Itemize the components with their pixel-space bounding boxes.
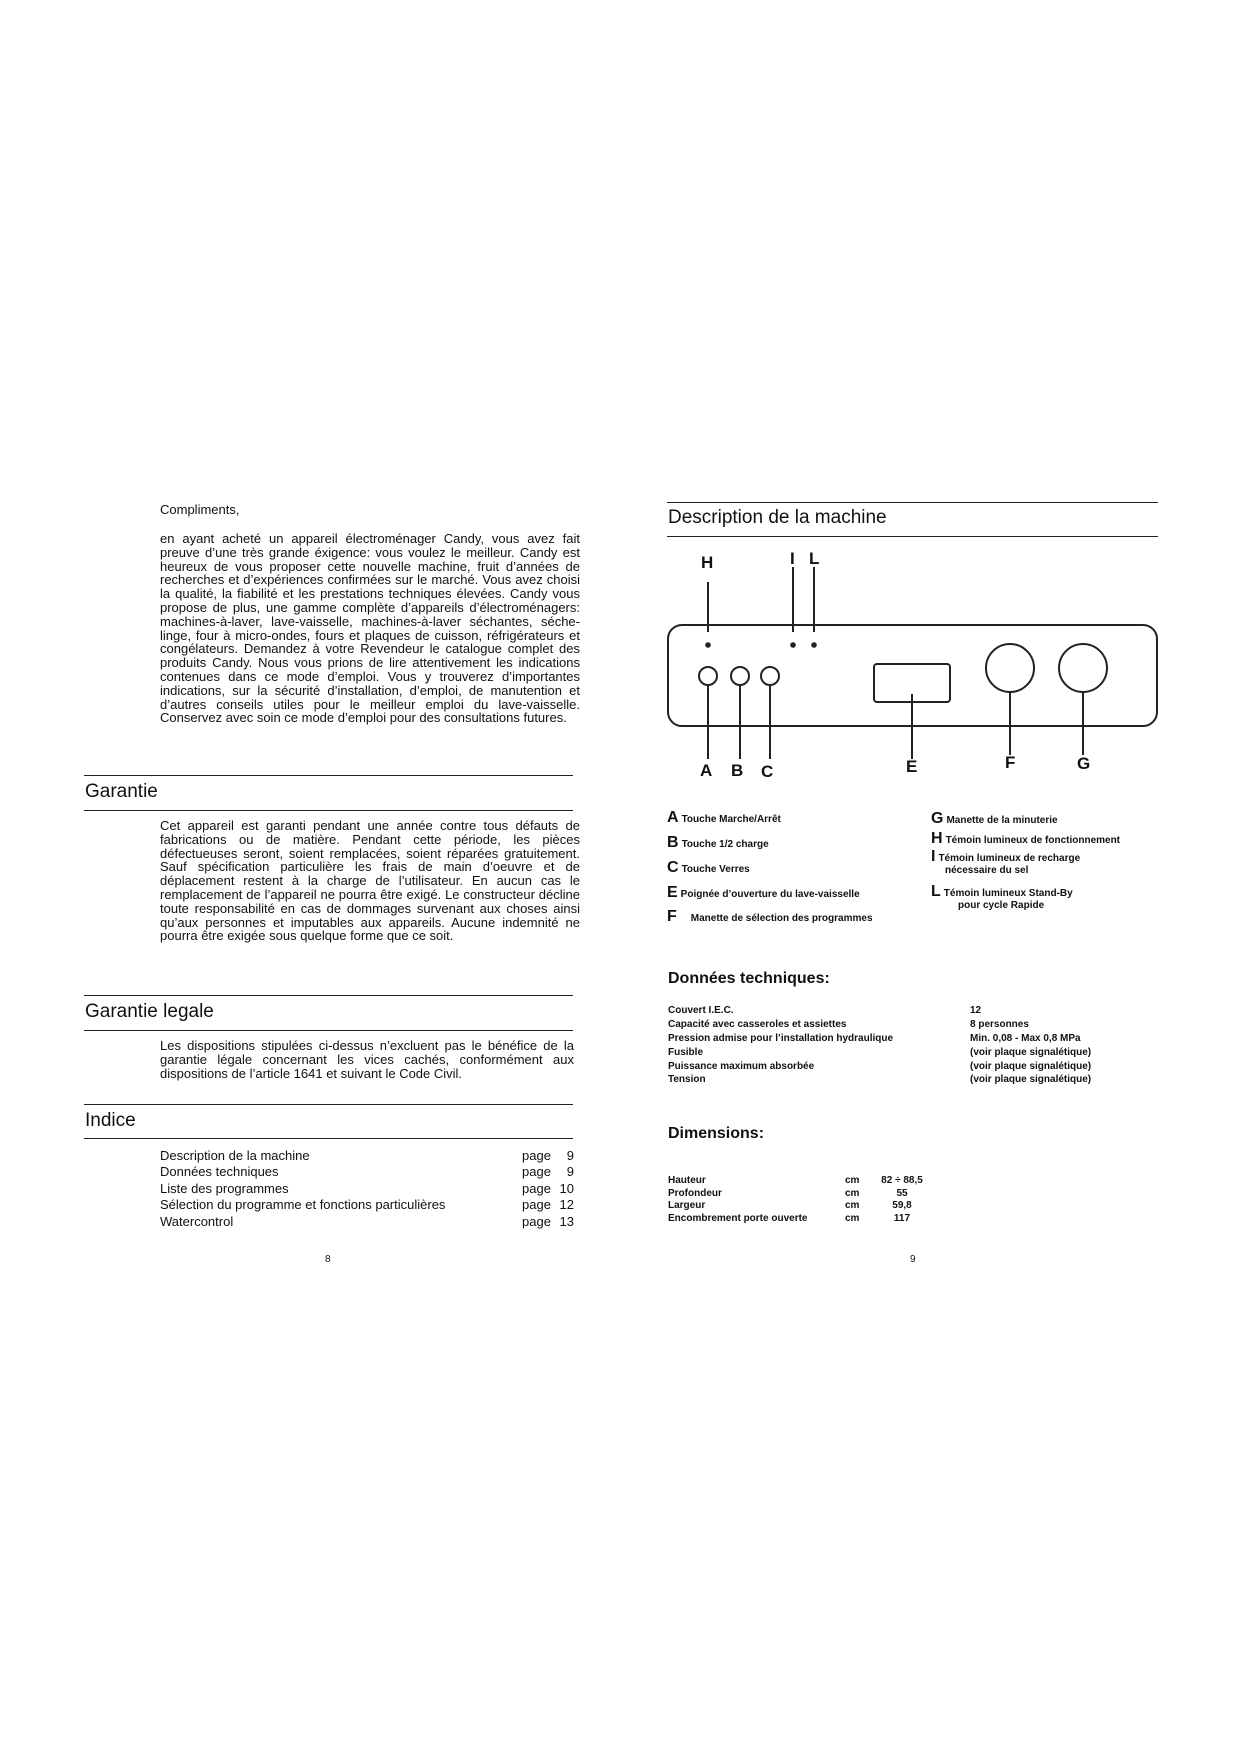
dimension-unit: cm [845,1200,860,1211]
dimension-label: Hauteur [668,1175,706,1186]
divider [84,1030,573,1031]
diagram-label-g: G [1077,754,1091,773]
divider [84,810,573,811]
timer-knob-g [1059,644,1107,692]
legend-item-h: H Témoin lumineux de fonctionnement [931,830,1121,847]
diagram-label-i: I [790,549,795,568]
indicator-h-dot [706,643,710,647]
spec-label: Pression admise pour l’installation hydraulique [668,1033,894,1044]
spec-label: Tension [668,1074,706,1085]
diagram-label-e: E [906,757,918,776]
page-title: Description de la machine [668,507,887,528]
dimension-value: 55 [896,1188,908,1199]
dimension-value: 82 ÷ 88,5 [881,1175,923,1186]
legend-item-a: A Touche Marche/Arrêt [667,809,781,826]
spec-label: Puissance maximum absorbée [668,1061,815,1072]
toc-item[interactable]: Données techniques page 9 [160,1164,574,1179]
dimension-label: Profondeur [668,1188,722,1199]
intro-paragraph: en ayant acheté un appareil électroménager Candy, vous avez fait preuve d’une très grande éxigence: vous voulez le meilleur. Candy est heureux de vous proposer cette nouvelle machine, fruit d’années de recherches et d’expériences confirmées sur le marché. Vous avez choisi la qualité, la fiabilité et les prestations techniques élevées. Candy vous propose de plus, une gamme complète d’appareils d’électroménagers: machines-à-laver, lave-vaisselle, machines-à-laver séchantes, séche-linge, four à micro-ondes, fours et plaques de cuisson, réfrigérateurs et congélateurs. Demandez à votre Revendeur le catalogue complet des produits Candy. Nous vous prions de lire attentivement les indications contenues dans ce mode d’emploi. Vous y trouverez d’importantes indications, sur la sécurité d’installation, d’emploi, de manutention et d’autres conseils utiles pour le meilleur emploi du lave-vaisselle. Conservez avec soin ce mode d’emploi pour des consultations futures. [160,531,580,726]
dimension-unit: cm [845,1175,860,1186]
dimension-label: Largeur [668,1200,706,1211]
page-number-right: 9 [910,1254,916,1265]
divider [84,1138,573,1139]
spec-value: (voir plaque signalétique) [970,1061,1092,1072]
dimensions-title: Dimensions: [668,1125,765,1142]
legend-item-l: L Témoin lumineux Stand-By pour cycle Rapide [931,883,1073,911]
diagram-label-h: H [701,553,714,572]
divider [667,536,1158,537]
spec-label: Couvert I.E.C. [668,1005,734,1016]
divider [84,775,573,776]
diagram-label-a: A [700,761,713,780]
garantie-legale-text: Les dispositions stipulées ci-dessus n’excluent pas le bénéfice de la garantie légale concernant les vices cachés, conformément aux dispositions de l’article 1641 et suivant le Code Civil. [160,1038,574,1081]
indicator-l-dot [812,643,816,647]
control-panel-diagram [660,548,1170,788]
button-b-half-load [731,667,749,685]
spec-value: 8 personnes [970,1019,1029,1030]
dimension-label: Encombrement porte ouverte [668,1213,808,1224]
toc-item[interactable]: Liste des programmes page 10 [160,1181,574,1196]
spec-label: Fusible [668,1047,704,1058]
diagram-label-c: C [761,762,774,781]
spec-value: Min. 0,08 - Max 0,8 MPa [970,1033,1081,1044]
spec-label: Capacité avec casseroles et assiettes [668,1019,847,1030]
donnees-techniques-title: Données techniques: [668,970,830,987]
garantie-text: Cet appareil est garanti pendant une année contre tous défauts de fabrications ou de matière. Pendant cette période, les pièces défectueuses seront, soient remplacées, soient réparées gratuitement. Sauf spécification particulière les frais de main d’oeuvre et de déplacement restent à la charge de l’utilisateur. En aucun cas le remplacement de l’appareil ne pourra être exigé. Le constructeur décline toute responsabilité en cas de dommages survenant aux choses ainsi qu’aux personnes et imputables aux appareils. Aucune indemnité ne pourra être exigée sous quelque forme que ce soit. [160,818,580,944]
spec-value: (voir plaque signalétique) [970,1074,1092,1085]
divider [84,995,573,996]
section-title-garantie-legale: Garantie legale [85,1001,214,1022]
legend-item-i: I Témoin lumineux de recharge nécessaire du sel [931,848,1081,876]
legend-item-f: F Manette de sélection des programmes [667,908,873,925]
dimension-unit: cm [845,1188,860,1199]
toc-item[interactable]: Watercontrol page 13 [160,1214,574,1229]
indicator-i-dot [791,643,795,647]
divider [84,1104,573,1105]
page-number-left: 8 [325,1254,331,1265]
button-c-glasses [761,667,779,685]
toc-item[interactable]: Description de la machine page 9 [160,1148,574,1163]
legend-item-b: B Touche 1/2 charge [667,834,769,851]
toc-item[interactable]: Sélection du programme et fonctions particulières page 12 [160,1197,574,1212]
dimension-unit: cm [845,1213,860,1224]
legend-item-c: C Touche Verres [667,859,750,876]
spec-value: 12 [970,1005,982,1016]
section-title-garantie: Garantie [85,781,158,802]
diagram-label-b: B [731,761,744,780]
legend-item-g: G Manette de la minuterie [931,810,1058,827]
divider [667,502,1158,503]
program-selector-knob-f [986,644,1034,692]
button-a-on-off [699,667,717,685]
legend-item-e: E Poignée d’ouverture du lave-vaisselle [667,884,860,901]
spec-value: (voir plaque signalétique) [970,1047,1092,1058]
diagram-label-l: L [809,549,820,568]
dimension-value: 117 [893,1213,911,1224]
greeting: Compliments, [160,502,240,517]
diagram-label-f: F [1005,753,1016,772]
dimension-value: 59,8 [892,1200,912,1211]
section-title-indice: Indice [85,1110,136,1131]
